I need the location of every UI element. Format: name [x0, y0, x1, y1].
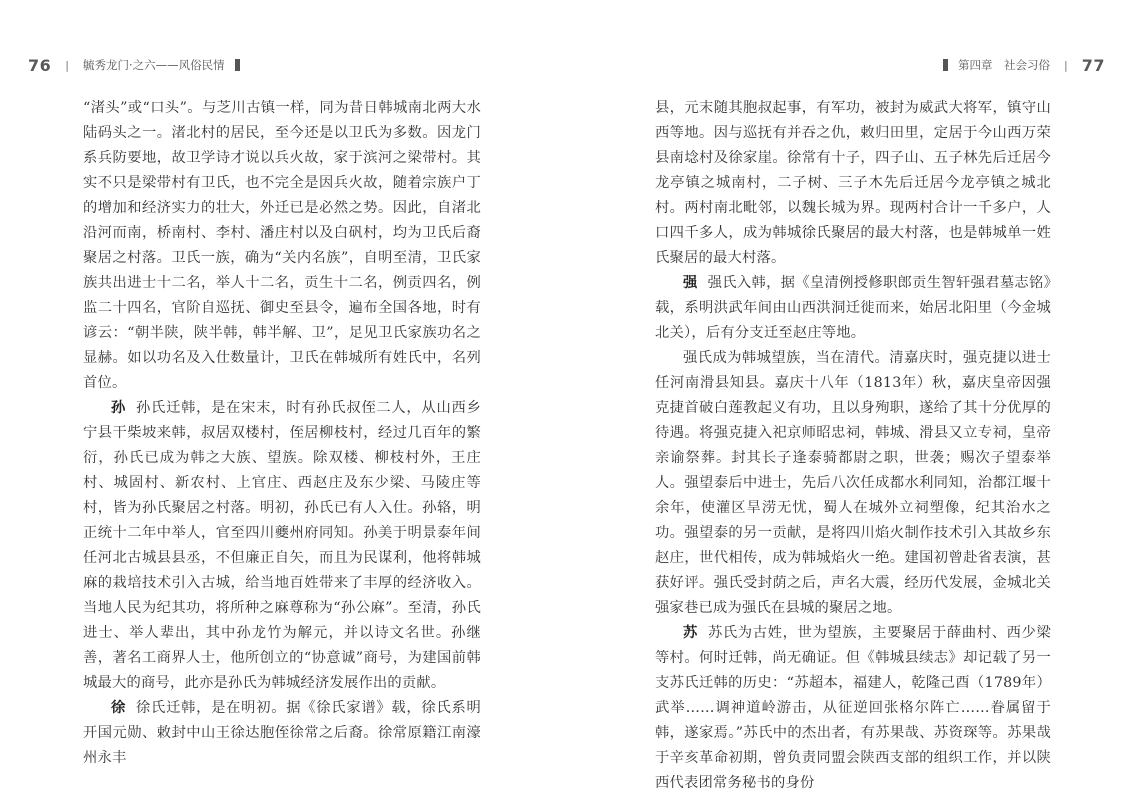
paragraph: 强 强氏入韩，据《皇清例授修职郎贡生智轩强君墓志铭》载，系明洪武年间由山西洪洞迁徙而来，始居北阳里（今金城北关），后有分支迁至赵庄等地。 — [655, 275, 1052, 341]
right-page-number: 77 — [1081, 55, 1105, 75]
paragraph: 强氏成为韩城望族，当在清代。清嘉庆时，强克捷以进士任河南滑县知县。嘉庆十八年（1813年）秋，嘉庆皇帝因强克捷首破白莲教起义有功，且以身殉职，遂给了其十分优厚的待遇。将强克捷入祀京师昭忠祠，韩城、滑县又立专祠，皇帝亲谕祭葬。封其长子逢泰骑都尉之职，世袭；赐次子望泰举人。强望泰后中进士，先后八次任成都水利同知，治都江堰十余年，使灌区旱涝无忧，蜀人在城外立祠塑像，纪其治水之功。强望泰的另一贡献，是将四川焰火制作技术引入其故乡东赵庄，世代相传，成为韩城焰火一绝。建国初曾赴省表演，甚获好评。强氏受封荫之后，声名大震，经历代发展，金城北关强家巷已成为强氏在县城的聚居之地。 — [655, 350, 1051, 616]
right-page — [566, 0, 1133, 799]
surname-heading: 强 — [683, 275, 698, 291]
right-body-text — [655, 96, 1051, 796]
surname-heading: 徐 — [111, 700, 127, 716]
header-separator: | — [1064, 58, 1068, 72]
surname-heading: 苏 — [683, 625, 698, 641]
left-page-number: 76 — [28, 55, 52, 75]
left-page — [0, 0, 566, 799]
left-body-text — [83, 96, 481, 771]
header-block-mark — [235, 59, 240, 71]
left-page-header — [28, 52, 250, 78]
paragraph: 苏 苏氏为古姓，世为望族，主要聚居于薛曲村、西少梁等村。何时迁韩，尚无确证。但《韩城县续志》却记载了另一支苏氏迁韩的历史：“苏超本，福建人，乾隆己酉（1789年）武举……调神道岭游击，从征逆回张格尔阵亡……眷属留于韩，遂家焉。”苏氏中的杰出者，有苏果哉、苏资琛等。苏果哉于辛亥革命初期，曾负责同盟会陕西支部的组织工作，并以陕西代表团常务秘书的身份 — [655, 625, 1051, 791]
paragraph: “渚头”或“口头”。与芝川古镇一样，同为昔日韩城南北两大水陆码头之一。渚北村的居民，至今还是以卫氏为多数。因龙门系兵防要地，故卫学诗才说以兵火故，家于滨河之梁带村。其实不只是梁带村有卫氏，也不完全是因兵火故，随着宗族户丁的增加和经济实力的壮大，外迁已是必然之势。因此，自渚北沿河而南，桥南村、李村、潘庄村以及白矾村，均为卫氏后裔聚居之村落。卫氏一族，确为“关内名族”，自明至清，卫氏家族共出进士十二名，举人十二名，贡生十二名，例贡四名，例监二十四名，官阶自巡抚、御史至县令，遍布全国各地，时有谚云：“朝半陕，陕半韩，韩半解、卫”，足见卫氏家族功名之显赫。如以功名及入仕数量计，卫氏在韩城所有姓氏中，名列首位。 — [83, 100, 481, 391]
surname-heading: 孙 — [111, 400, 127, 416]
header-separator: | — [65, 58, 69, 72]
paragraph: 县，元末随其胞叔起事，有军功，被封为威武大将军，镇守山西等地。因与巡抚有并吞之仇，敕归田里，定居于今山西万荣县南埝村及徐家崖。徐常有十子，四子山、五子林先后迁居今龙亭镇之城南村，二子树、三子木先后迁居今龙亭镇之城北村。两村南北毗邻，以魏长城为界。现两村合计一千多户，人口四千多人，成为韩城徐氏聚居的最大村落，也是韩城单一姓氏聚居的最大村落。 — [655, 100, 1051, 266]
right-running-title: 第四章 社会习俗 — [958, 58, 1051, 72]
right-page-header — [933, 52, 1105, 78]
paragraph: 孙 孙氏迁韩，是在宋末，时有孙氏叔侄二人，从山西乡宁县干柴坡来韩，叔居双楼村，侄居柳枝村，经过几百年的繁衍，孙氏已成为韩之大族、望族。除双楼、柳枝村外，王庄村、城固村、新农村、上官庄、西赵庄及东少梁、马陵庄等村，皆为孙氏聚居之村落。明初，孙氏已有人入仕。孙辂，明正统十二年中举人，官至四川夔州府同知。孙美于明景泰年间任河北古城县县丞，不但廉正自矢，而且为民谋利，他将韩城麻的栽培技术引入古城，给当地百姓带来了丰厚的经济收入。当地人民为纪其功，将所种之麻尊称为“孙公麻”。至清，孙氏进士、举人辈出，其中孙龙竹为解元，并以诗文名世。孙继善，著名工商界人士，他所创立的“协意诚”商号，为建国前韩城最大的商号，此亦是孙氏为韩城经济发展作出的贡献。 — [83, 400, 481, 691]
paragraph: 徐 徐氏迁韩，是在明初。据《徐氏家谱》载，徐氏系明开国元勋、敕封中山王徐达胞侄徐常之后裔。徐常原籍江南濠州永丰 — [83, 700, 481, 766]
header-block-mark — [943, 59, 948, 71]
left-running-title: 毓秀龙门·之六——风俗民情 — [82, 58, 225, 72]
